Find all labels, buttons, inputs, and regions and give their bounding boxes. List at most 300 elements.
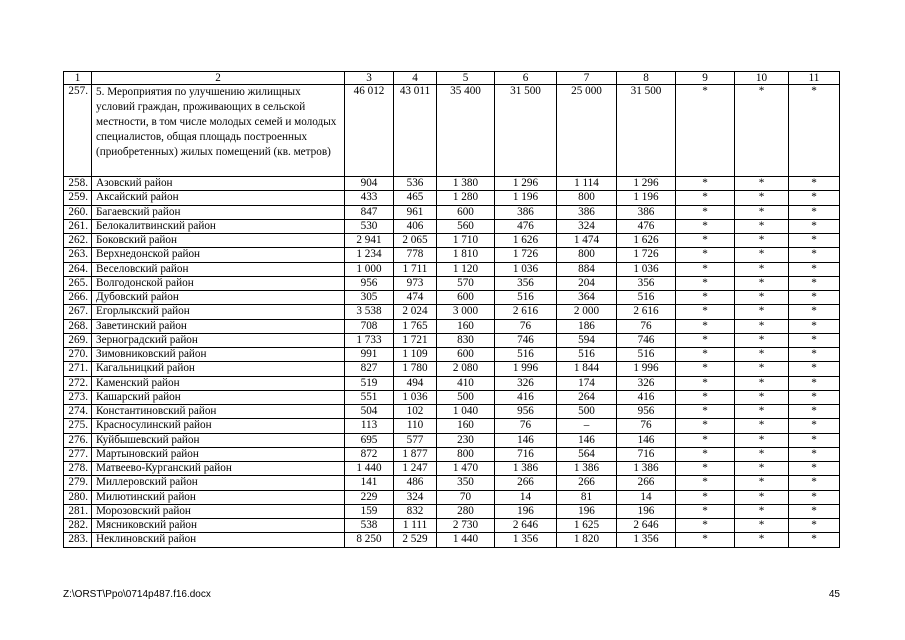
- table-row: [64, 191, 840, 205]
- table-row: [64, 234, 840, 248]
- table-cell: *: [676, 362, 735, 376]
- row-number: 277.: [64, 447, 92, 461]
- row-number: 270.: [64, 348, 92, 362]
- table-row: [64, 519, 840, 533]
- table-cell: 2 080: [437, 362, 495, 376]
- file-path: Z:\ORST\Ppo\0714p487.f16.docx: [63, 589, 211, 600]
- table-cell: 1 721: [394, 333, 437, 347]
- table-cell: 406: [394, 219, 437, 233]
- table-row: [64, 376, 840, 390]
- table-cell: 386: [557, 205, 617, 219]
- table-cell: *: [789, 348, 840, 362]
- row-number: 278.: [64, 462, 92, 476]
- table-cell: 1 196: [495, 191, 557, 205]
- table-cell: 1 196: [617, 191, 676, 205]
- table-cell: *: [735, 419, 789, 433]
- table-cell: 416: [495, 390, 557, 404]
- table-cell: *: [735, 447, 789, 461]
- table-cell: 2 730: [437, 519, 495, 533]
- table-row: [64, 305, 840, 319]
- table-cell: *: [735, 85, 789, 177]
- district-name: Белокалитвинский район: [92, 219, 345, 233]
- table-cell: 600: [437, 348, 495, 362]
- table-cell: 2 646: [617, 519, 676, 533]
- table-cell: *: [789, 390, 840, 404]
- table-cell: 113: [345, 419, 394, 433]
- table-cell: *: [676, 276, 735, 290]
- column-header: 11: [789, 72, 840, 85]
- table-cell: 1 626: [495, 234, 557, 248]
- table-cell: *: [676, 219, 735, 233]
- table-cell: 76: [617, 419, 676, 433]
- table-cell: 551: [345, 390, 394, 404]
- table-cell: 1 280: [437, 191, 495, 205]
- table-cell: 516: [495, 348, 557, 362]
- row-number: 257.: [64, 85, 92, 177]
- table-cell: 1 470: [437, 462, 495, 476]
- table-cell: 956: [345, 276, 394, 290]
- table-cell: *: [676, 305, 735, 319]
- table-cell: 1 440: [437, 533, 495, 547]
- district-name: Неклиновский район: [92, 533, 345, 547]
- table-cell: 230: [437, 433, 495, 447]
- table-cell: 326: [617, 376, 676, 390]
- table-cell: 1 234: [345, 248, 394, 262]
- table-cell: 196: [495, 504, 557, 518]
- column-header: 7: [557, 72, 617, 85]
- table-cell: *: [789, 191, 840, 205]
- table-cell: 494: [394, 376, 437, 390]
- table-cell: 204: [557, 276, 617, 290]
- table-cell: 516: [557, 348, 617, 362]
- table-cell: 800: [437, 447, 495, 461]
- table-cell: 1 711: [394, 262, 437, 276]
- table-cell: 2 646: [495, 519, 557, 533]
- row-number: 261.: [64, 219, 92, 233]
- table-row: [64, 419, 840, 433]
- table-cell: *: [735, 177, 789, 191]
- table-cell: *: [789, 333, 840, 347]
- row-number: 274.: [64, 405, 92, 419]
- table-cell: 433: [345, 191, 394, 205]
- table-row: [64, 248, 840, 262]
- district-name: Милютинский район: [92, 490, 345, 504]
- table-cell: 1 296: [617, 177, 676, 191]
- table-cell: 956: [495, 405, 557, 419]
- district-name: Матвеево-Курганский район: [92, 462, 345, 476]
- table-cell: 1 626: [617, 234, 676, 248]
- table-cell: 570: [437, 276, 495, 290]
- table-cell: 1 111: [394, 519, 437, 533]
- table-cell: 266: [495, 476, 557, 490]
- table-cell: 600: [437, 205, 495, 219]
- table-cell: 386: [617, 205, 676, 219]
- table-cell: –: [557, 419, 617, 433]
- table-cell: *: [735, 305, 789, 319]
- district-name: Зерноградский район: [92, 333, 345, 347]
- table-cell: *: [789, 419, 840, 433]
- table-cell: 1 474: [557, 234, 617, 248]
- table-cell: 564: [557, 447, 617, 461]
- table-cell: 872: [345, 447, 394, 461]
- table-cell: 800: [557, 191, 617, 205]
- table-cell: 474: [394, 291, 437, 305]
- table-cell: 716: [495, 447, 557, 461]
- table-cell: *: [676, 476, 735, 490]
- district-name: Азовский район: [92, 177, 345, 191]
- table-cell: 8 250: [345, 533, 394, 547]
- row-number: 283.: [64, 533, 92, 547]
- table-cell: 14: [617, 490, 676, 504]
- table-cell: *: [676, 348, 735, 362]
- table-cell: 1 440: [345, 462, 394, 476]
- table-cell: *: [735, 462, 789, 476]
- table-row: [64, 333, 840, 347]
- table-cell: 1 765: [394, 319, 437, 333]
- table-cell: *: [676, 191, 735, 205]
- table-cell: 1 780: [394, 362, 437, 376]
- table-cell: 1 040: [437, 405, 495, 419]
- row-number: 269.: [64, 333, 92, 347]
- table-cell: 1 114: [557, 177, 617, 191]
- table-cell: *: [735, 191, 789, 205]
- column-header: 8: [617, 72, 676, 85]
- table-cell: 2 000: [557, 305, 617, 319]
- table-cell: 956: [617, 405, 676, 419]
- table-cell: 141: [345, 476, 394, 490]
- district-name: Кашарский район: [92, 390, 345, 404]
- table-cell: 46 012: [345, 85, 394, 177]
- table-cell: 1 356: [617, 533, 676, 547]
- table-cell: *: [735, 476, 789, 490]
- table-cell: *: [676, 234, 735, 248]
- column-header: 6: [495, 72, 557, 85]
- table-cell: 1 386: [557, 462, 617, 476]
- column-header: 5: [437, 72, 495, 85]
- table-cell: 350: [437, 476, 495, 490]
- table-cell: *: [735, 405, 789, 419]
- table-cell: 716: [617, 447, 676, 461]
- table-cell: 1 036: [495, 262, 557, 276]
- table-row: [64, 319, 840, 333]
- table-cell: 800: [557, 248, 617, 262]
- table-cell: 31 500: [495, 85, 557, 177]
- table-row: [64, 405, 840, 419]
- row-number: 271.: [64, 362, 92, 376]
- table-cell: *: [789, 219, 840, 233]
- table-cell: *: [676, 433, 735, 447]
- table-cell: 31 500: [617, 85, 676, 177]
- row-number: 259.: [64, 191, 92, 205]
- table-cell: 1 810: [437, 248, 495, 262]
- table-cell: 1 844: [557, 362, 617, 376]
- table-row: [64, 276, 840, 290]
- table-cell: 884: [557, 262, 617, 276]
- table-cell: *: [735, 219, 789, 233]
- row-number: 267.: [64, 305, 92, 319]
- table-cell: 326: [495, 376, 557, 390]
- column-header: 10: [735, 72, 789, 85]
- table-cell: 746: [495, 333, 557, 347]
- table-cell: 1 000: [345, 262, 394, 276]
- data-table: [63, 71, 840, 548]
- table-cell: 266: [617, 476, 676, 490]
- table-cell: 146: [495, 433, 557, 447]
- table-row: [64, 447, 840, 461]
- table-row: [64, 291, 840, 305]
- table-cell: 1 726: [495, 248, 557, 262]
- table-cell: *: [789, 276, 840, 290]
- table-cell: 476: [617, 219, 676, 233]
- table-cell: *: [676, 390, 735, 404]
- table-cell: *: [676, 248, 735, 262]
- district-name: Зимовниковский район: [92, 348, 345, 362]
- table-cell: 594: [557, 333, 617, 347]
- table-cell: 1 356: [495, 533, 557, 547]
- table-cell: 174: [557, 376, 617, 390]
- table-cell: 832: [394, 504, 437, 518]
- table-cell: 76: [495, 419, 557, 433]
- table-cell: *: [676, 205, 735, 219]
- table-cell: 500: [557, 405, 617, 419]
- table-row: [64, 362, 840, 376]
- district-name: Волгодонской район: [92, 276, 345, 290]
- district-name: Миллеровский район: [92, 476, 345, 490]
- table-cell: 1 710: [437, 234, 495, 248]
- table-cell: 229: [345, 490, 394, 504]
- row-number: 263.: [64, 248, 92, 262]
- table-cell: 827: [345, 362, 394, 376]
- table-cell: 904: [345, 177, 394, 191]
- row-number: 266.: [64, 291, 92, 305]
- header-row: [64, 72, 840, 85]
- page-number: 45: [828, 589, 840, 600]
- table-cell: 708: [345, 319, 394, 333]
- table-cell: 356: [495, 276, 557, 290]
- table-cell: *: [789, 376, 840, 390]
- table-cell: 530: [345, 219, 394, 233]
- row-number: 272.: [64, 376, 92, 390]
- table-cell: *: [789, 405, 840, 419]
- row-number: 260.: [64, 205, 92, 219]
- district-name: Константиновский район: [92, 405, 345, 419]
- table-cell: *: [735, 533, 789, 547]
- table-cell: 386: [495, 205, 557, 219]
- table-cell: 961: [394, 205, 437, 219]
- table-cell: *: [789, 234, 840, 248]
- table-cell: 991: [345, 348, 394, 362]
- table-cell: 1 386: [495, 462, 557, 476]
- table-cell: 516: [495, 291, 557, 305]
- table-cell: 1 726: [617, 248, 676, 262]
- table-cell: *: [676, 490, 735, 504]
- table-cell: 364: [557, 291, 617, 305]
- table-cell: 264: [557, 390, 617, 404]
- table-cell: 973: [394, 276, 437, 290]
- row-number: 282.: [64, 519, 92, 533]
- table-cell: *: [735, 333, 789, 347]
- table-cell: *: [735, 262, 789, 276]
- table-cell: 830: [437, 333, 495, 347]
- table-cell: *: [789, 504, 840, 518]
- district-name: Багаевский район: [92, 205, 345, 219]
- table-cell: 2 529: [394, 533, 437, 547]
- table-cell: 2 024: [394, 305, 437, 319]
- table-cell: *: [789, 305, 840, 319]
- table-cell: 1 036: [617, 262, 676, 276]
- table-cell: *: [676, 533, 735, 547]
- table-cell: 577: [394, 433, 437, 447]
- row-number: 258.: [64, 177, 92, 191]
- table-cell: 160: [437, 419, 495, 433]
- district-name: Кагальницкий район: [92, 362, 345, 376]
- table-cell: 14: [495, 490, 557, 504]
- table-cell: 280: [437, 504, 495, 518]
- table-cell: *: [735, 390, 789, 404]
- table-cell: 3 000: [437, 305, 495, 319]
- table-cell: 76: [617, 319, 676, 333]
- table-cell: 324: [394, 490, 437, 504]
- table-cell: 196: [617, 504, 676, 518]
- table-cell: *: [789, 433, 840, 447]
- table-cell: *: [735, 376, 789, 390]
- district-name: Дубовский район: [92, 291, 345, 305]
- table-cell: *: [676, 291, 735, 305]
- row-number: 273.: [64, 390, 92, 404]
- table-cell: 110: [394, 419, 437, 433]
- table-cell: *: [789, 447, 840, 461]
- table-cell: *: [676, 177, 735, 191]
- table-cell: 1 036: [394, 390, 437, 404]
- table-cell: *: [789, 476, 840, 490]
- column-header: 4: [394, 72, 437, 85]
- table-row: [64, 219, 840, 233]
- table-cell: 1 109: [394, 348, 437, 362]
- table-cell: 2 941: [345, 234, 394, 248]
- table-cell: 146: [557, 433, 617, 447]
- table-row: [64, 533, 840, 547]
- table-cell: 160: [437, 319, 495, 333]
- table-cell: 746: [617, 333, 676, 347]
- table-cell: 70: [437, 490, 495, 504]
- row-number: 265.: [64, 276, 92, 290]
- table-row: [64, 433, 840, 447]
- table-cell: *: [676, 333, 735, 347]
- table-cell: *: [735, 362, 789, 376]
- table-row: [64, 504, 840, 518]
- table-cell: *: [676, 419, 735, 433]
- table-row: [64, 177, 840, 191]
- table-cell: 81: [557, 490, 617, 504]
- district-name: Боковский район: [92, 234, 345, 248]
- table-cell: *: [789, 462, 840, 476]
- table-cell: *: [789, 362, 840, 376]
- district-name: Верхнедонской район: [92, 248, 345, 262]
- district-name: Егорлыкский район: [92, 305, 345, 319]
- table-cell: 536: [394, 177, 437, 191]
- table-cell: *: [789, 519, 840, 533]
- table-cell: 504: [345, 405, 394, 419]
- table-cell: *: [789, 85, 840, 177]
- table-cell: 266: [557, 476, 617, 490]
- row-number: 279.: [64, 476, 92, 490]
- table-cell: 410: [437, 376, 495, 390]
- table-cell: 146: [617, 433, 676, 447]
- table-cell: 1 120: [437, 262, 495, 276]
- table-cell: 476: [495, 219, 557, 233]
- table-row: [64, 476, 840, 490]
- row-number: 262.: [64, 234, 92, 248]
- table-cell: *: [735, 490, 789, 504]
- table-cell: *: [789, 248, 840, 262]
- table-cell: 196: [557, 504, 617, 518]
- table-cell: 416: [617, 390, 676, 404]
- table-cell: 305: [345, 291, 394, 305]
- row-number: 268.: [64, 319, 92, 333]
- table-cell: 102: [394, 405, 437, 419]
- table-cell: *: [789, 262, 840, 276]
- table-cell: 519: [345, 376, 394, 390]
- table-cell: *: [676, 519, 735, 533]
- table-cell: 516: [617, 348, 676, 362]
- table-cell: *: [735, 248, 789, 262]
- table-cell: 695: [345, 433, 394, 447]
- table-cell: 1 877: [394, 447, 437, 461]
- table-cell: 2 616: [495, 305, 557, 319]
- table-cell: *: [735, 519, 789, 533]
- table-cell: 1 380: [437, 177, 495, 191]
- table-cell: *: [676, 319, 735, 333]
- table-row: [64, 348, 840, 362]
- district-name: Заветинский район: [92, 319, 345, 333]
- table-cell: *: [676, 262, 735, 276]
- table-row: [64, 462, 840, 476]
- table-row: [64, 205, 840, 219]
- row-number: 280.: [64, 490, 92, 504]
- district-name: Аксайский район: [92, 191, 345, 205]
- table-cell: 25 000: [557, 85, 617, 177]
- table-cell: *: [735, 504, 789, 518]
- table-row: [64, 490, 840, 504]
- row-title: 5. Мероприятия по улучшению жилищных условий граждан, проживающих в сельской местности, в том числе молодых семей и молодых специалистов, общая площадь построенных (приобретенных) жилых помещений (кв. метров): [92, 85, 345, 177]
- table-cell: *: [676, 462, 735, 476]
- table-cell: 1 625: [557, 519, 617, 533]
- table-cell: *: [676, 405, 735, 419]
- table-cell: 3 538: [345, 305, 394, 319]
- table-cell: 2 616: [617, 305, 676, 319]
- district-name: Мартыновский район: [92, 447, 345, 461]
- district-name: Куйбышевский район: [92, 433, 345, 447]
- table-cell: 1 996: [495, 362, 557, 376]
- table-cell: *: [735, 319, 789, 333]
- table-cell: 1 996: [617, 362, 676, 376]
- district-name: Морозовский район: [92, 504, 345, 518]
- row-number: 281.: [64, 504, 92, 518]
- table-cell: *: [676, 447, 735, 461]
- table-cell: 1 386: [617, 462, 676, 476]
- row-number: 276.: [64, 433, 92, 447]
- table-cell: *: [735, 291, 789, 305]
- table-row: [64, 390, 840, 404]
- table-cell: *: [789, 533, 840, 547]
- table-cell: *: [789, 205, 840, 219]
- column-header: 2: [92, 72, 345, 85]
- table-cell: 560: [437, 219, 495, 233]
- column-header: 1: [64, 72, 92, 85]
- table-cell: *: [676, 376, 735, 390]
- district-name: Мясниковский район: [92, 519, 345, 533]
- table-cell: *: [735, 234, 789, 248]
